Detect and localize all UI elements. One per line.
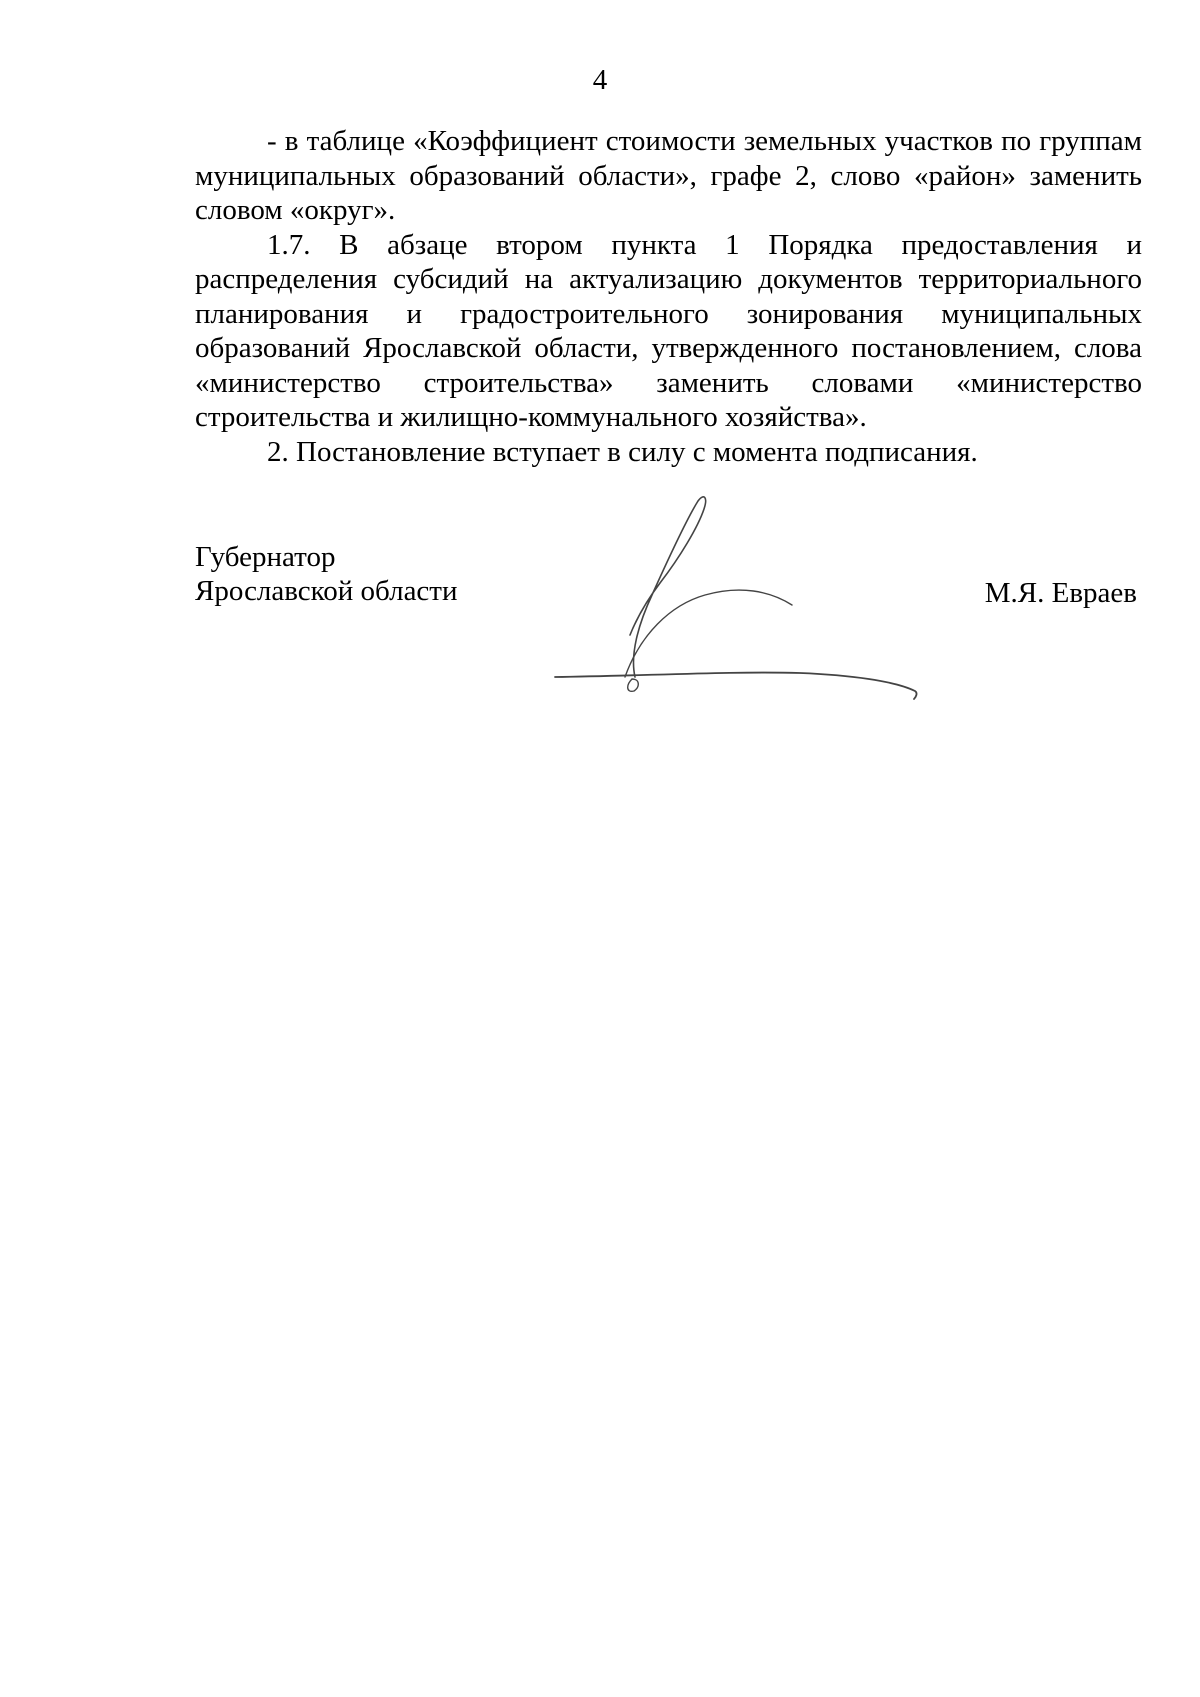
signature-block bbox=[0, 540, 1200, 690]
signer-title: Губернатор bbox=[195, 541, 336, 573]
paragraph-2: 2. Постановление вступает в силу с момента подписания. bbox=[267, 435, 978, 468]
document-body bbox=[195, 124, 1142, 469]
signer-region: Ярославской области bbox=[195, 575, 458, 607]
page-number: 4 bbox=[592, 64, 608, 96]
signer-name: М.Я. Евраев bbox=[984, 577, 1137, 609]
signer-position bbox=[195, 540, 458, 608]
paragraph-table-amendment: - в таблице «Коэффициент стоимости земельных участков по группам муниципальных образований области», графе 2, слово «район» заменить словом «округ». bbox=[195, 125, 1142, 226]
paragraph-1-7: 1.7. В абзаце втором пункта 1 Порядка предоставления и распределения субсидий на актуализацию документов территориального планирования и градостроительного зонирования муниципальных образований Ярославской области, утвержденного постановлением, слова «министерство строительства» заменить словами «министерство строительства и жилищно-коммунального хозяйства». bbox=[195, 228, 1142, 433]
handwritten-signature bbox=[520, 465, 920, 705]
